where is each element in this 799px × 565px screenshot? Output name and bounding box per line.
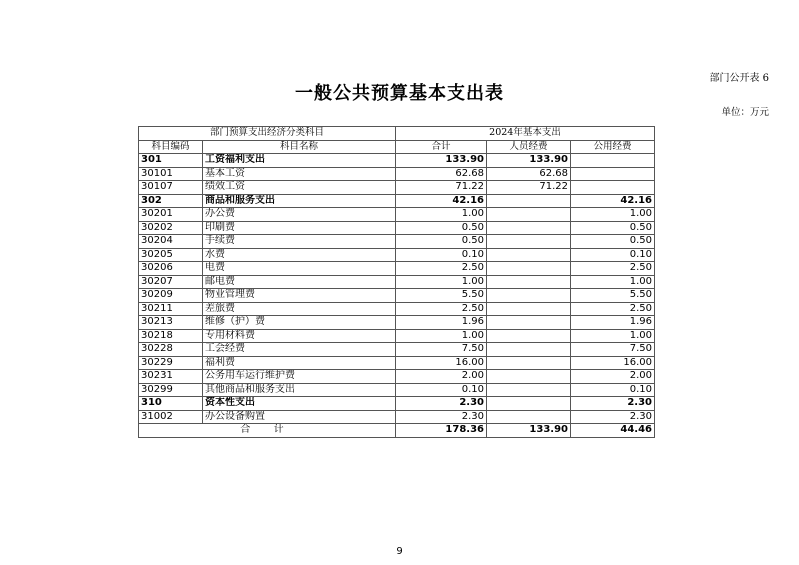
row-public: 1.00	[571, 275, 655, 289]
row-total: 42.16	[396, 194, 487, 208]
row-name: 办公费	[203, 208, 396, 222]
row-total: 0.50	[396, 221, 487, 235]
row-name: 手续费	[203, 235, 396, 249]
row-public: 5.50	[571, 289, 655, 303]
row-name: 商品和服务支出	[203, 194, 396, 208]
table-row	[139, 235, 655, 249]
row-code: 30206	[139, 262, 203, 276]
table-row	[139, 316, 655, 330]
row-name: 福利费	[203, 356, 396, 370]
table-row	[139, 329, 655, 343]
row-public	[571, 181, 655, 195]
row-personnel	[487, 410, 571, 424]
row-public: 7.50	[571, 343, 655, 357]
row-total: 71.22	[396, 181, 487, 195]
row-total: 0.10	[396, 248, 487, 262]
page-number: 9	[396, 546, 403, 557]
row-personnel	[487, 221, 571, 235]
table-row	[139, 343, 655, 357]
row-personnel	[487, 208, 571, 222]
row-code: 30211	[139, 302, 203, 316]
row-total: 62.68	[396, 167, 487, 181]
row-public: 2.50	[571, 262, 655, 276]
row-personnel	[487, 194, 571, 208]
header-group-basic-expenditure: 2024年基本支出	[396, 127, 655, 141]
total-public: 44.46	[571, 424, 655, 438]
row-code: 30213	[139, 316, 203, 330]
budget-table	[138, 126, 655, 438]
header-group-row	[139, 127, 655, 141]
row-personnel	[487, 356, 571, 370]
row-personnel: 62.68	[487, 167, 571, 181]
row-total: 1.00	[396, 329, 487, 343]
row-public: 1.00	[571, 208, 655, 222]
row-total: 16.00	[396, 356, 487, 370]
row-code: 30201	[139, 208, 203, 222]
row-code: 310	[139, 397, 203, 411]
total-personnel: 133.90	[487, 424, 571, 438]
header-column-row	[139, 140, 655, 154]
table-row	[139, 248, 655, 262]
row-name: 绩效工资	[203, 181, 396, 195]
header-public: 公用经费	[571, 140, 655, 154]
row-code: 30205	[139, 248, 203, 262]
row-personnel	[487, 275, 571, 289]
row-name: 邮电费	[203, 275, 396, 289]
header-personnel: 人员经费	[487, 140, 571, 154]
row-code: 30231	[139, 370, 203, 384]
row-personnel	[487, 302, 571, 316]
table-row	[139, 397, 655, 411]
row-name: 工会经费	[203, 343, 396, 357]
total-label: 合 计	[139, 424, 396, 438]
row-personnel	[487, 262, 571, 276]
total-amount: 178.36	[396, 424, 487, 438]
table-row	[139, 181, 655, 195]
table-row	[139, 275, 655, 289]
header-total: 合计	[396, 140, 487, 154]
table-row	[139, 262, 655, 276]
table-row	[139, 289, 655, 303]
row-public	[571, 154, 655, 168]
row-public: 2.50	[571, 302, 655, 316]
row-total: 2.50	[396, 262, 487, 276]
row-code: 30209	[139, 289, 203, 303]
row-public: 42.16	[571, 194, 655, 208]
row-total: 0.50	[396, 235, 487, 249]
row-personnel	[487, 383, 571, 397]
table-row	[139, 208, 655, 222]
unit-label: 单位：万元	[721, 107, 769, 118]
row-code: 30101	[139, 167, 203, 181]
row-personnel	[487, 316, 571, 330]
row-code: 302	[139, 194, 203, 208]
table-row	[139, 356, 655, 370]
row-personnel: 133.90	[487, 154, 571, 168]
row-name: 印刷费	[203, 221, 396, 235]
row-code: 30204	[139, 235, 203, 249]
row-public	[571, 167, 655, 181]
table-row	[139, 302, 655, 316]
document-code: 部门公开表 6	[709, 73, 769, 84]
row-name: 维修（护）费	[203, 316, 396, 330]
row-personnel	[487, 248, 571, 262]
row-personnel	[487, 235, 571, 249]
row-total: 2.30	[396, 410, 487, 424]
row-code: 30107	[139, 181, 203, 195]
row-code: 30218	[139, 329, 203, 343]
row-total: 2.00	[396, 370, 487, 384]
row-total: 0.10	[396, 383, 487, 397]
row-name: 工资福利支出	[203, 154, 396, 168]
row-code: 30229	[139, 356, 203, 370]
row-public: 0.10	[571, 383, 655, 397]
row-public: 0.50	[571, 221, 655, 235]
row-public: 16.00	[571, 356, 655, 370]
table-row	[139, 383, 655, 397]
row-code: 30228	[139, 343, 203, 357]
row-name: 资本性支出	[203, 397, 396, 411]
row-code: 301	[139, 154, 203, 168]
row-personnel	[487, 289, 571, 303]
row-code: 30207	[139, 275, 203, 289]
table-row	[139, 370, 655, 384]
row-code: 30202	[139, 221, 203, 235]
row-code: 30299	[139, 383, 203, 397]
header-code: 科目编码	[139, 140, 203, 154]
row-name: 公务用车运行维护费	[203, 370, 396, 384]
row-public: 2.30	[571, 397, 655, 411]
header-group-classification: 部门预算支出经济分类科目	[139, 127, 396, 141]
row-total: 7.50	[396, 343, 487, 357]
row-total: 1.00	[396, 208, 487, 222]
table-row	[139, 154, 655, 168]
row-total: 5.50	[396, 289, 487, 303]
table-row	[139, 167, 655, 181]
row-name: 差旅费	[203, 302, 396, 316]
row-public: 0.50	[571, 235, 655, 249]
row-total: 2.50	[396, 302, 487, 316]
row-personnel	[487, 343, 571, 357]
row-name: 物业管理费	[203, 289, 396, 303]
row-code: 31002	[139, 410, 203, 424]
row-personnel	[487, 329, 571, 343]
row-total: 2.30	[396, 397, 487, 411]
row-name: 办公设备购置	[203, 410, 396, 424]
row-personnel	[487, 370, 571, 384]
row-public: 0.10	[571, 248, 655, 262]
row-personnel: 71.22	[487, 181, 571, 195]
total-row	[139, 424, 655, 438]
row-name: 水费	[203, 248, 396, 262]
row-name: 基本工资	[203, 167, 396, 181]
row-personnel	[487, 397, 571, 411]
row-name: 专用材料费	[203, 329, 396, 343]
row-total: 1.96	[396, 316, 487, 330]
header-name: 科目名称	[203, 140, 396, 154]
table-row	[139, 194, 655, 208]
row-total: 1.00	[396, 275, 487, 289]
table-row	[139, 221, 655, 235]
row-public: 1.96	[571, 316, 655, 330]
row-total: 133.90	[396, 154, 487, 168]
row-name: 其他商品和服务支出	[203, 383, 396, 397]
page-title: 一般公共预算基本支出表	[295, 83, 504, 104]
row-name: 电费	[203, 262, 396, 276]
table-row	[139, 410, 655, 424]
row-public: 1.00	[571, 329, 655, 343]
row-public: 2.30	[571, 410, 655, 424]
row-public: 2.00	[571, 370, 655, 384]
